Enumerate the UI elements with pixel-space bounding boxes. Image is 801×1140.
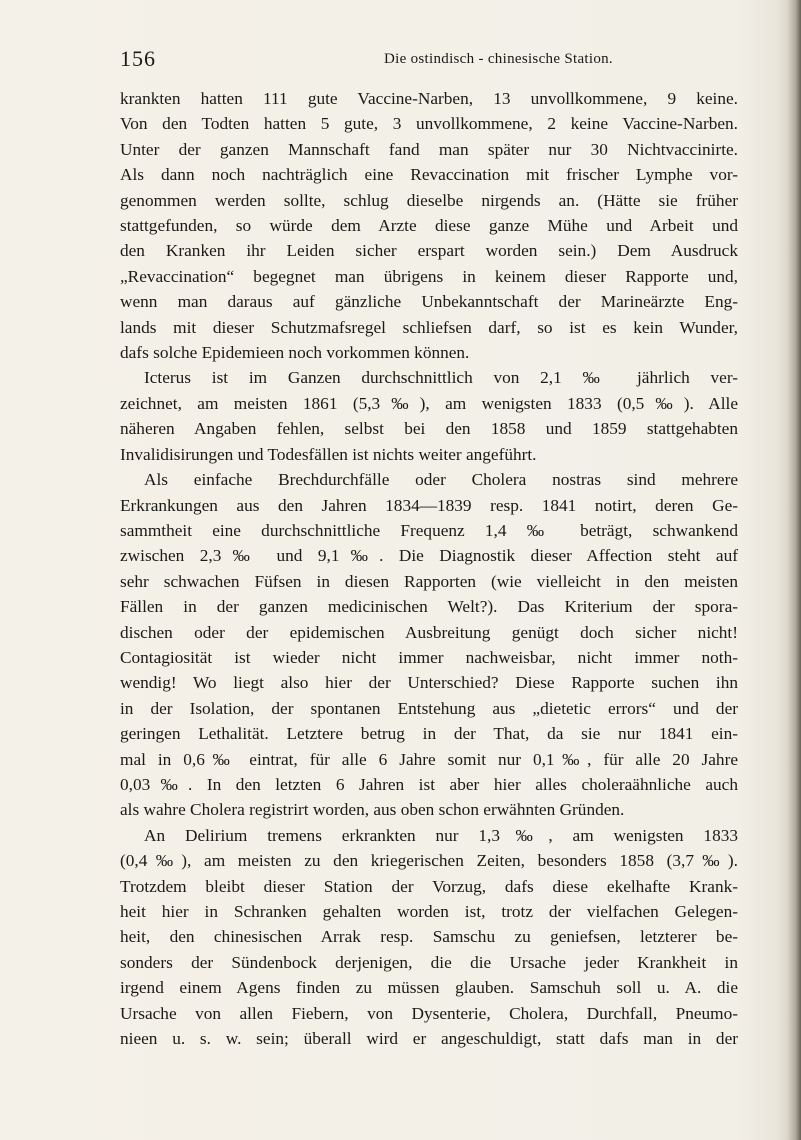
text-line: sammtheit eine durchschnittliche Frequenz 1,4 ‰ beträgt, schwankend <box>120 520 738 540</box>
text-line: dafs solche Epidemieen noch vorkommen können. <box>120 343 470 363</box>
text-line: lands mit dieser Schutzmafsregel schliefsen darf, so ist es kein Wunder, <box>120 317 738 337</box>
text-line: mal in 0,6‰ eintrat, für alle 6 Jahre somit nur 0,1‰, für alle 20 Jahre <box>120 749 738 769</box>
page-header <box>120 46 740 76</box>
page-edge-shadow <box>787 0 801 1140</box>
running-title: Die ostindisch - chinesische Station. <box>384 51 613 67</box>
text-line: zeichnet, am meisten 1861 (5,3‰), am wenigsten 1833 (0,5‰). Alle <box>120 393 738 413</box>
text-line: näheren Angaben fehlen, selbst bei den 1858 und 1859 stattgehabten <box>120 419 738 439</box>
text-line: geringen Lethalität. Letztere betrug in der That, da sie nur 1841 ein- <box>120 724 738 744</box>
text-line: Invalidisirungen und Todesfällen ist nichts weiter angeführt. <box>120 444 537 464</box>
text-line: Trotzdem bleibt dieser Station der Vorzug, dafs diese ekelhafte Krank- <box>120 876 738 896</box>
paragraph-vaccination <box>120 86 738 365</box>
text-line: zwischen 2,3‰ und 9,1‰. Die Diagnostik dieser Affection steht auf <box>120 546 738 566</box>
text-line: 0,03‰. In den letzten 6 Jahren ist aber hier alles choleraähnliche auch <box>120 774 738 794</box>
text-line: (0,4‰), am meisten zu den kriegerischen Zeiten, besonders 1858 (3,7‰). <box>120 851 738 871</box>
text-line: Unter der ganzen Mannschaft fand man später nur 30 Nichtvaccinirte. <box>120 139 738 159</box>
text-line: krankten hatten 111 gute Vaccine-Narben, 13 unvollkommene, 9 keine. <box>120 89 738 108</box>
text-line: stattgefunden, so würde dem Arzte diese ganze Mühe und Arbeit und <box>120 216 738 236</box>
text-line: den Kranken ihr Leiden sicher erspart worden sein.) Dem Ausdruck <box>120 241 738 261</box>
text-line: wendig! Wo liegt also hier der Unterschied? Diese Rapporte suchen ihn <box>120 673 738 693</box>
text-line: sehr schwachen Füfsen in diesen Rapporten (wie vielleicht in den meisten <box>120 571 738 591</box>
text-line: Ursache von allen Fiebern, von Dysenterie, Cholera, Durchfall, Pneumo- <box>120 1003 738 1023</box>
paragraph-icterus <box>120 365 738 467</box>
text-line: als wahre Cholera registrirt worden, aus oben schon erwähnten Gründen. <box>120 800 625 820</box>
text-line: genommen werden sollte, schlug dieselbe nirgends an. (Hätte sie früher <box>120 190 738 210</box>
text-line: heit, den chinesischen Arrak resp. Samschu zu geniefsen, letzterer be- <box>120 927 738 947</box>
text-line: in der Isolation, der spontanen Entstehung aus „dietetic errors“ und der <box>120 698 738 718</box>
text-line: Fällen in der ganzen medicinischen Welt?). Das Kriterium der spora- <box>120 597 738 617</box>
text-line: nieen u. s. w. sein; überall wird er angeschuldigt, statt dafs man in der <box>120 1029 738 1049</box>
text-line: Von den Todten hatten 5 gute, 3 unvollkommene, 2 keine Vaccine-Narben. <box>120 114 738 134</box>
page-number: 156 <box>120 46 156 71</box>
body-text <box>120 86 738 1051</box>
text-line: Erkrankungen aus den Jahren 1834—1839 resp. 1841 notirt, deren Ge- <box>120 495 738 515</box>
paragraph-delirium <box>120 823 738 1052</box>
text-line: sonders der Sündenbock derjenigen, die die Ursache jeder Krankheit in <box>120 952 738 972</box>
text-line: Icterus ist im Ganzen durchschnittlich von 2,1 ‰ jährlich ver- <box>144 368 738 388</box>
text-line: heit hier in Schranken gehalten worden ist, trotz der vielfachen Gelegen- <box>120 902 738 921</box>
text-line: irgend einem Agens finden zu müssen glauben. Samschuh soll u. A. die <box>120 978 738 998</box>
text-line: dischen oder der epidemischen Ausbreitung genügt doch sicher nicht! <box>120 622 738 642</box>
paragraph-cholera <box>120 467 738 823</box>
text-line: An Delirium tremens erkrankten nur 1,3‰, am wenigsten 1833 <box>144 825 738 845</box>
text-line: wenn man daraus auf gänzliche Unbekanntschaft der Marineärzte Eng- <box>120 292 738 312</box>
text-line: Als dann noch nachträglich eine Revaccination mit frischer Lymphe vor- <box>120 165 738 185</box>
text-line: Contagiosität ist wieder nicht immer nachweisbar, nicht immer noth- <box>120 647 738 667</box>
text-line: Als einfache Brechdurchfälle oder Cholera nostras sind mehrere <box>144 470 738 490</box>
text-line: „Revaccination“ begegnet man übrigens in keinem dieser Rapporte und, <box>120 266 738 286</box>
